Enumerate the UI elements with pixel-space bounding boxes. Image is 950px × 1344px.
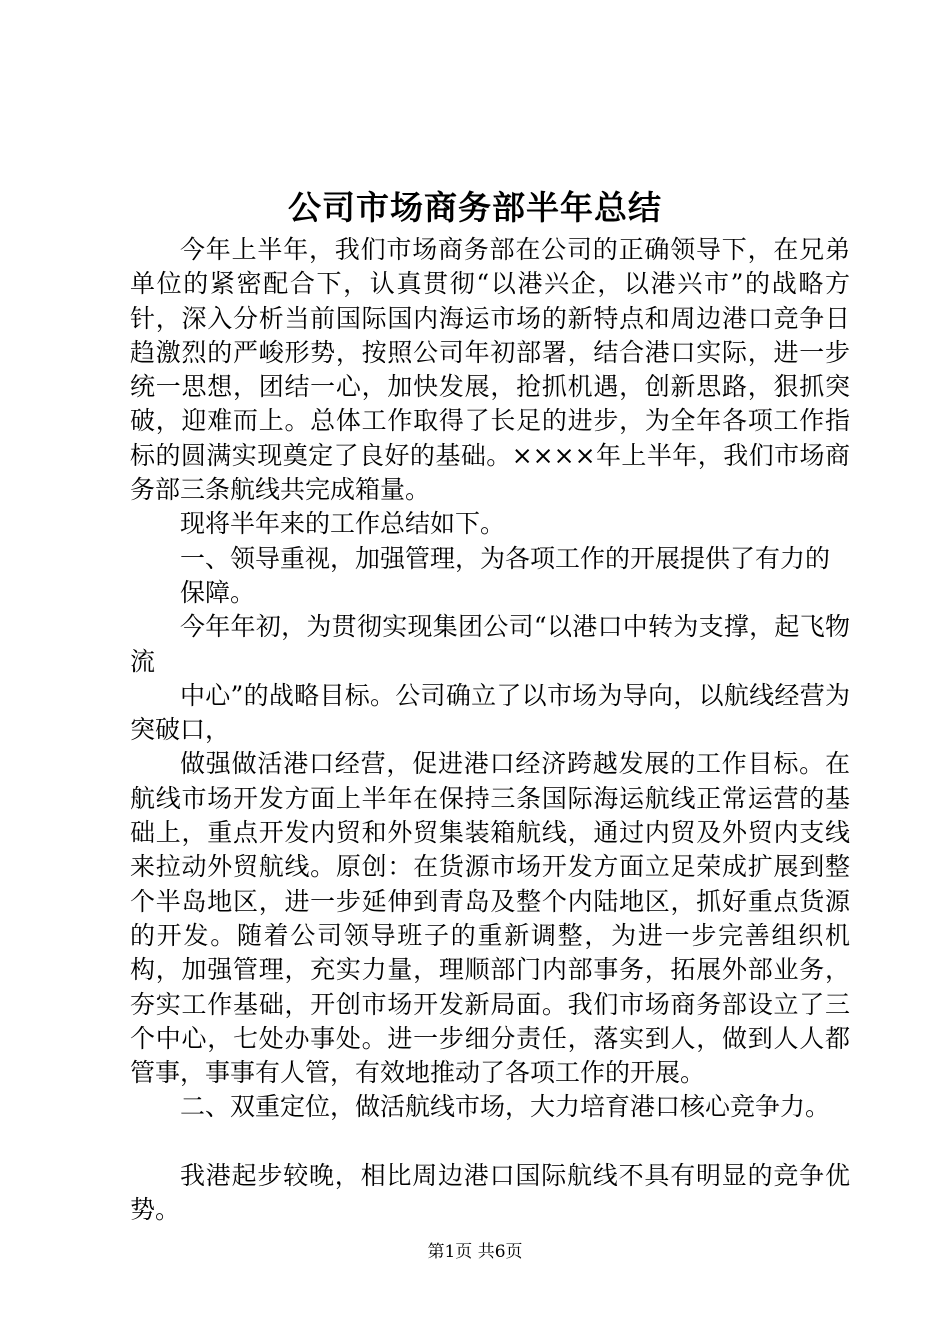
document-body — [130, 233, 850, 1227]
section-heading-2: 二、双重定位，做活航线市场，大力培育港口核心竞争力。 — [180, 1092, 831, 1122]
paragraph-strategy: 中心”的战略目标。公司确立了以市场为导向，以航线经营为突破口， — [130, 680, 850, 745]
paragraph-summary-lead: 现将半年来的工作总结如下。 — [180, 509, 506, 539]
paragraph-intro: 今年上半年，我们市场商务部在公司的正确领导下，在兄弟单位的紧密配合下，认真贯彻“以港兴企，以港兴市”的战略方针，深入分析当前国际国内海运市场的新特点和周边港口竞争日趋激烈的严峻形势，按照公司年初部署，结合港口实际，进一步统一思想，团结一心，加快发展，抢抓机遇，创新思路，狠抓突破，迎难而上。总体工作取得了长足的进步，为全年各项工作指标的圆满实现奠定了良好的基础。××××年上半年，我们市场商务部三条航线共完成箱量。 — [130, 235, 850, 505]
page-number-footer: 第1页 共6页 — [427, 1242, 523, 1262]
section-heading-1-cont: 保障。 — [180, 577, 256, 607]
section-heading-1: 一、领导重视，加强管理，为各项工作的开展提供了有力的 — [180, 543, 831, 573]
document-title: 公司市场商务部半年总结 — [288, 188, 662, 227]
paragraph-early-year: 今年年初，为贯彻实现集团公司“以港口中转为支撑，起飞物流 — [130, 612, 850, 676]
paragraph-market-development: 做强做活港口经营，促进港口经济跨越发展的工作目标。在航线市场开发方面上半年在保持三条国际海运航线正常运营的基础上，重点开发内贸和外贸集装箱航线，通过内贸及外贸内支线来拉动外贸航线。原创：在货源市场开发方面立足荣成扩展到整个半岛地区，进一步延伸到青岛及整个内陆地区，抓好重点货源的开发。随着公司领导班子的重新调整，为进一步完善组织机构，加强管理，充实力量，理顺部门内部事务，拓展外部业务，夯实工作基础，开创市场开发新局面。我们市场商务部设立了三个中心，七处办事处。进一步细分责任，落实到人，做到人人都管事，事事有人管，有效地推动了各项工作的开展。 — [130, 749, 850, 1088]
paragraph-competition: 我港起步较晚，相比周边港口国际航线不具有明显的竞争优势。 — [130, 1160, 850, 1225]
